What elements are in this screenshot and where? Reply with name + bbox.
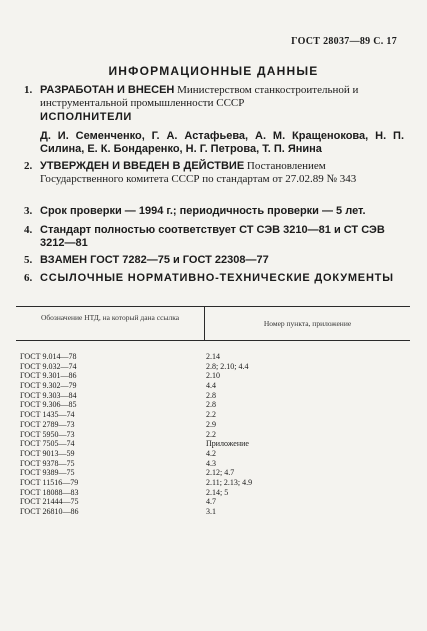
item-number: 2. xyxy=(24,160,33,172)
item-text: Министерством станкостроительной и инструментальной промышленности СССР xyxy=(40,84,359,109)
executors-title: ИСПОЛНИТЕЛИ xyxy=(40,111,132,123)
table-row xyxy=(16,430,410,440)
standard-designation: ГОСТ 9.302—79 xyxy=(20,381,77,391)
column-header-clause: Номер пункта, приложение xyxy=(263,319,352,328)
clause-reference: 2.8 xyxy=(206,390,216,400)
item-lead: ВЗАМЕН ГОСТ 7282—75 и ГОСТ 22308—77 xyxy=(40,254,269,266)
clause-reference: 2.14 xyxy=(206,352,220,361)
table-header xyxy=(16,307,410,341)
item-number: 4. xyxy=(24,224,33,236)
clause-reference: 2.14; 5 xyxy=(206,487,229,497)
item-4 xyxy=(24,224,404,250)
column-header-document: Обозначение НТД, на который дана ссылка xyxy=(40,313,180,322)
item-lead: ССЫЛОЧНЫЕ НОРМАТИВНО-ТЕХНИЧЕСКИЕ ДОКУМЕНТЫ xyxy=(40,272,394,284)
reference-table xyxy=(16,306,410,517)
table-row xyxy=(16,362,410,372)
clause-reference: Приложение xyxy=(206,439,249,449)
table-row xyxy=(16,439,410,449)
clause-reference: 4.3 xyxy=(206,458,216,468)
table-body xyxy=(16,341,410,517)
item-1 xyxy=(24,84,404,110)
standard-designation: ГОСТ 9378—75 xyxy=(20,458,75,468)
standard-designation: ГОСТ 9.032—74 xyxy=(20,361,77,371)
table-row xyxy=(16,381,410,391)
clause-reference: 4.2 xyxy=(206,448,216,458)
clause-reference: 2.10 xyxy=(206,371,220,381)
table-row xyxy=(16,449,410,459)
standard-designation: ГОСТ 9.306—85 xyxy=(20,400,77,410)
table-row xyxy=(16,371,410,381)
standard-designation: ГОСТ 9.303—84 xyxy=(20,390,77,400)
clause-reference: 2.2 xyxy=(206,429,216,439)
standard-designation: ГОСТ 2789—73 xyxy=(20,419,75,429)
table-row xyxy=(16,478,410,488)
table-row xyxy=(16,391,410,401)
item-lead: УТВЕРЖДЕН И ВВЕДЕН В ДЕЙСТВИЕ xyxy=(40,160,245,172)
item-6 xyxy=(24,272,404,285)
item-text: Срок проверки — 1994 г.; периодичность проверки — 5 лет. xyxy=(40,205,366,217)
item-number: 3. xyxy=(24,205,33,217)
item-2 xyxy=(24,160,404,186)
standard-designation: ГОСТ 1435—74 xyxy=(20,410,75,420)
table-row xyxy=(16,400,410,410)
table-row xyxy=(16,507,410,517)
item-lead: РАЗРАБОТАН И ВНЕСЕН xyxy=(40,84,175,96)
table-row xyxy=(16,459,410,469)
page-header-code: ГОСТ 28037—89 С. 17 xyxy=(291,36,397,47)
table-row xyxy=(16,352,410,362)
standard-designation: ГОСТ 18088—83 xyxy=(20,487,79,497)
standard-designation: ГОСТ 9.014—78 xyxy=(20,352,77,361)
clause-reference: 4.7 xyxy=(206,497,216,507)
clause-reference: 2.2 xyxy=(206,410,216,420)
item-3 xyxy=(24,205,404,218)
item-text: Постановлением Государственного комитета СССР по стандартам от 27.02.89 № 343 xyxy=(40,160,357,185)
standard-designation: ГОСТ 5950—73 xyxy=(20,429,75,439)
standard-designation: ГОСТ 11516—79 xyxy=(20,477,79,487)
standard-designation: ГОСТ 9013—59 xyxy=(20,448,75,458)
clause-reference: 2.12; 4.7 xyxy=(206,468,235,478)
table-row xyxy=(16,410,410,420)
clause-reference: 2.9 xyxy=(206,419,216,429)
item-number: 1. xyxy=(24,84,33,96)
table-row xyxy=(16,488,410,498)
standard-designation: ГОСТ 21444—75 xyxy=(20,497,79,507)
standard-designation: ГОСТ 9.301—86 xyxy=(20,371,77,381)
standard-designation: ГОСТ 9389—75 xyxy=(20,468,75,478)
standard-designation: ГОСТ 7505—74 xyxy=(20,439,75,449)
standard-designation: ГОСТ 26810—86 xyxy=(20,507,79,516)
table-row xyxy=(16,497,410,507)
item-text: Стандарт полностью соответствует СТ СЭВ 3210—81 и СТ СЭВ 3212—81 xyxy=(40,224,385,249)
clause-reference: 2.8 xyxy=(206,400,216,410)
item-number: 5. xyxy=(24,254,33,266)
executors-names: Д. И. Семенченко, Г. А. Астафьева, А. М. Кращенокова, Н. П. Силина, Е. К. Бондаренко, Н. Г. Петрова, Т. П. Янина xyxy=(40,130,404,155)
clause-reference: 3.1 xyxy=(206,507,216,516)
section-title: ИНФОРМАЦИОННЫЕ ДАННЫЕ xyxy=(108,64,319,78)
table-row xyxy=(16,468,410,478)
clause-reference: 2.11; 2.13; 4.9 xyxy=(206,477,253,487)
clause-reference: 2.8; 2.10; 4.4 xyxy=(206,361,249,371)
item-5 xyxy=(24,254,404,267)
clause-reference: 4.4 xyxy=(206,381,216,391)
table-row xyxy=(16,420,410,430)
item-number: 6. xyxy=(24,272,33,284)
